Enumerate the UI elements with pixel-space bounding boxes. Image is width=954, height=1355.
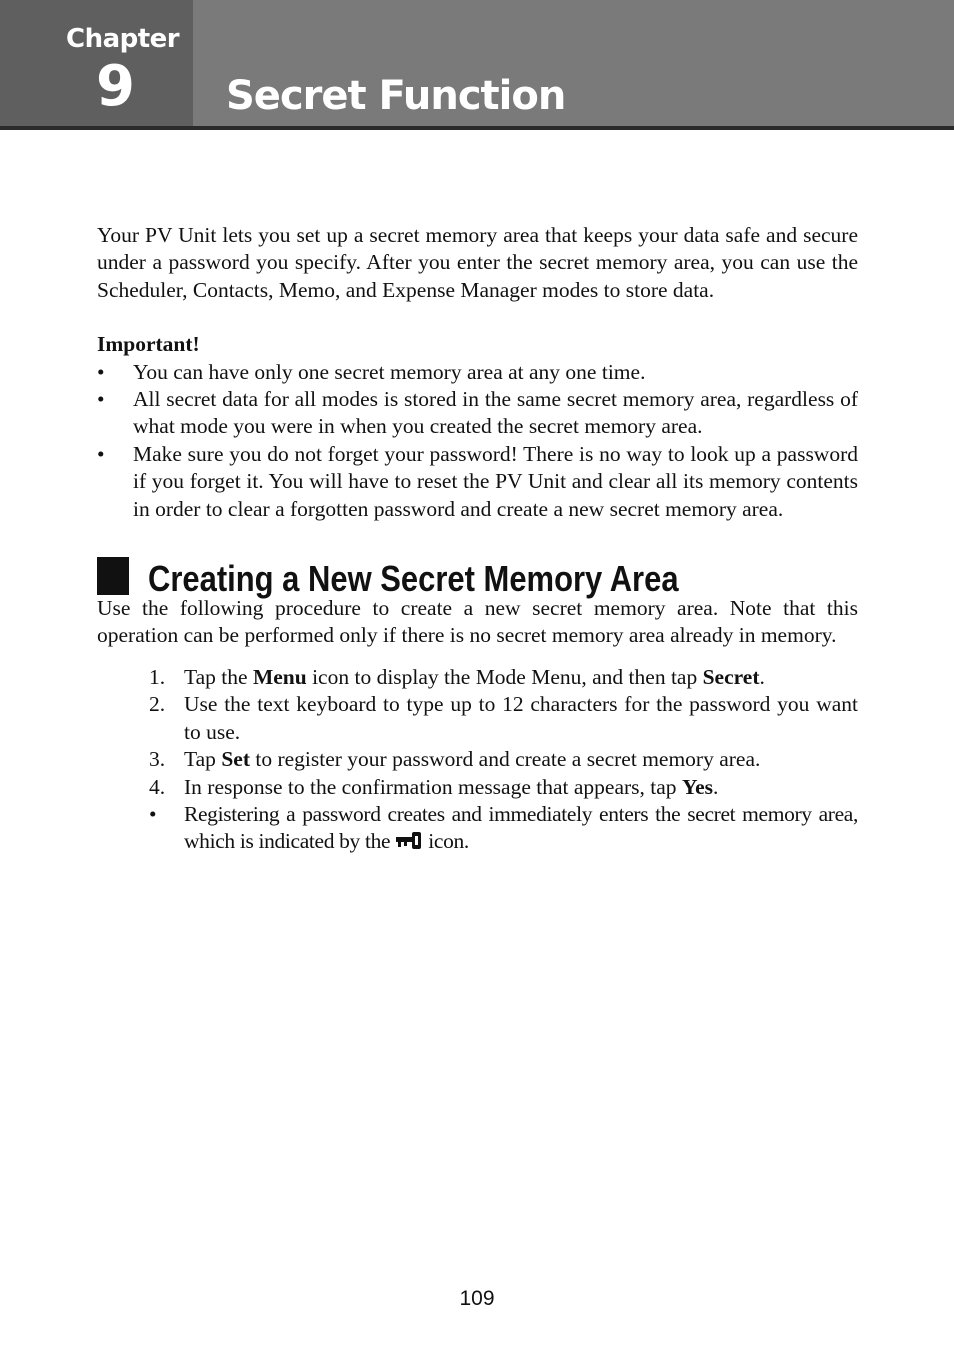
step-text: . [713, 774, 719, 799]
page-content [97, 222, 858, 856]
menu-term: Menu [252, 664, 307, 689]
section-heading [97, 551, 858, 601]
step-text: . [759, 664, 765, 689]
bullet: • [97, 387, 105, 412]
secret-term: Secret [702, 664, 760, 689]
header-rule [0, 126, 954, 130]
section-marker [97, 557, 129, 595]
list-item [97, 386, 858, 441]
important-list [97, 359, 858, 523]
section-title: Creating a New Secret Memory Area [148, 558, 679, 600]
important-label: Important! [97, 332, 200, 357]
page-title: Secret Function [226, 73, 566, 119]
list-item [97, 441, 858, 523]
note-item [97, 801, 858, 856]
step-number: 3. [149, 747, 166, 772]
step-item [97, 664, 858, 691]
step-item [97, 746, 858, 773]
bullet: • [149, 801, 157, 826]
step-text: to register your password and create a secret memory area. [249, 747, 761, 772]
step-text: Use the text keyboard to type up to 12 characters for the password you want to use. [184, 692, 858, 744]
list-item-text: You can have only one secret memory area at any one time. [133, 359, 646, 384]
set-term: Set [221, 747, 250, 772]
bullet: • [97, 441, 105, 466]
chapter-number: 9 [96, 54, 135, 119]
step-text: Tap [184, 747, 222, 772]
chapter-label: Chapter [66, 24, 180, 54]
procedure-steps [97, 664, 858, 856]
intro-paragraph: Your PV Unit lets you set up a secret memory area that keeps your data safe and secure under a password you specify. After you enter the secret memory area, you can use the Scheduler, Contacts, Memo, and Expense Manager modes to store data. [97, 223, 858, 302]
step-number: 4. [149, 774, 166, 799]
chapter-header [0, 0, 954, 128]
step-item [97, 774, 858, 801]
key-icon [395, 831, 423, 851]
step-item [97, 691, 858, 746]
page-number: 109 [459, 1287, 495, 1310]
note-text: icon. [423, 829, 469, 854]
list-item-text: All secret data for all modes is stored in the same secret memory area, regardless of what mode you were in when you created the secret memory area. [133, 387, 858, 439]
section-intro: Use the following procedure to create a new secret memory area. Note that this operation can be performed only if there is no secret memory area already in memory. [97, 596, 858, 648]
list-item-text: Make sure you do not forget your password! There is no way to look up a password if you forget it. You will have to reset the PV Unit and clear all its memory contents in order to clear a forgotten password and create a new secret memory area. [133, 441, 858, 521]
list-item [97, 359, 858, 386]
step-text: icon to display the Mode Menu, and then tap [306, 664, 703, 689]
step-number: 1. [149, 664, 166, 689]
step-text: In response to the confirmation message that appears, tap [184, 774, 682, 799]
step-number: 2. [149, 692, 166, 717]
note-text: Registering a password creates and immediately enters the secret memory area, which is indicated by the [184, 801, 858, 854]
step-text: Tap the [184, 664, 253, 689]
yes-term: Yes [681, 774, 713, 799]
bullet: • [97, 359, 105, 384]
